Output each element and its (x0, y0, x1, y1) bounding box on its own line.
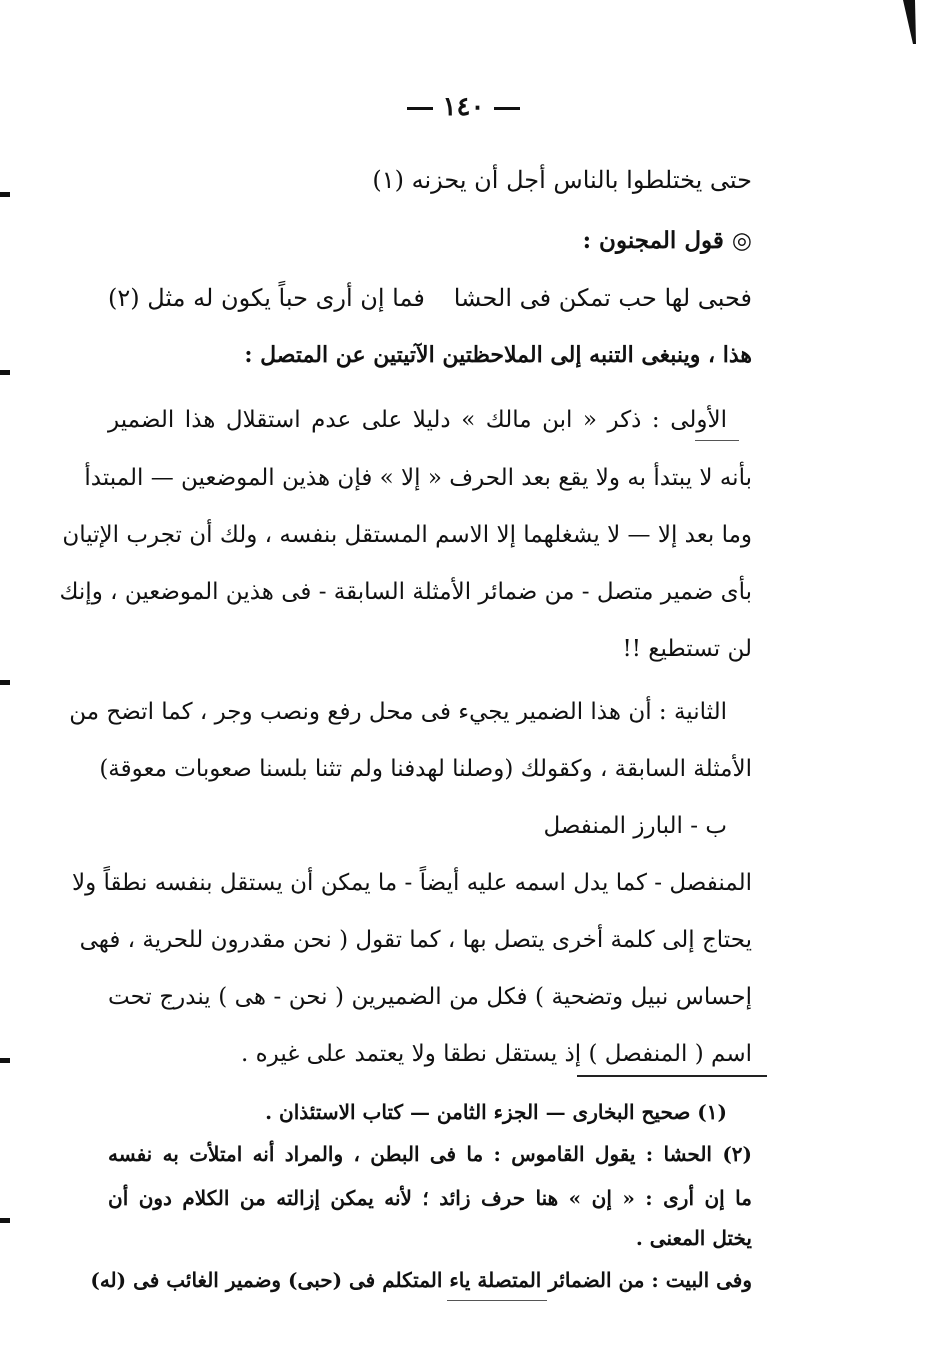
paragraph-line: بأنه لا يبتدأ به ولا يقع بعد الحرف « إلا » فإن هذين الموضعين — المبتدأ (84, 465, 752, 491)
paragraph-line: لن تستطيع !! (622, 636, 752, 662)
corner-mark-icon (901, 0, 917, 44)
verse-hemistich-first: فحبى لها حب تمكن فى الحشا (453, 284, 752, 312)
footnote-separator (577, 1075, 767, 1077)
paragraph-line: يحتاج إلى كلمة أخرى يتصل بها ، كما تقول ( نحن مقدرون للحرية ، فهى (79, 927, 752, 953)
paragraph-line: المنفصل - كما يدل اسمه عليه أيضاً - ما يمكن أن يستقل بنفسه نطقاً ولا (71, 870, 752, 896)
scan-edge-mark (0, 370, 10, 375)
paragraph-line: اسم ( المنفصل ) إذ يستقل نطقا ولا يعتمد على غيره . (241, 1041, 752, 1067)
scan-edge-mark (0, 1218, 10, 1223)
paragraph-line: الأمثلة السابقة ، وكقولك (وصلنا لهدفنا ولم تثنا بلسنا صعوبات معوقة) (99, 756, 752, 782)
underline-mark (695, 440, 739, 441)
footnote-2-line: يختل المعنى . (635, 1226, 752, 1250)
underline-mark (447, 1300, 547, 1301)
paragraph-line: وما بعد إلا — لا يشغلهما إلا الاسم المستقل بنفسه ، ولك أن تجرب الإتيان (62, 522, 752, 548)
paragraph-line: الأولى : ذكر « ابن مالك » دليلا على عدم استقلال هذا الضمير (108, 407, 727, 433)
verse-hemistich-second: فما إن أرى حباً يكون له مثل (٢) (108, 284, 425, 312)
heading-line: ◎ قول المجنون : (582, 227, 752, 254)
footnote-2-line: ما إن أرى : « إن » هنا حرف زائد ؛ لأنه يمكن إزالته من الكلام دون أن (108, 1186, 752, 1210)
text-line: هذا ، وينبغى التنبه إلى الملاحظتين الآتيتين عن المتصل : (244, 342, 752, 368)
text-line: حتى يختلطوا بالناس أجل أن يحزنه (١) (372, 166, 752, 194)
scan-edge-mark (0, 192, 10, 197)
footnote-2-line: (٢) الحشا : يقول القاموس : ما فى البطن ، والمراد أنه امتلأت به نفسه (108, 1142, 752, 1166)
paragraph-line: الثانية : أن هذا الضمير يجيء فى محل رفع ونصب وجر ، كما اتضح من (69, 699, 727, 725)
scan-edge-mark (0, 1058, 10, 1063)
scan-edge-mark (0, 680, 10, 685)
section-heading: ب - البارز المنفصل (543, 813, 727, 839)
page-number: ١٤٠ (0, 92, 927, 122)
footnote-1: (١) صحيح البخارى — الجزء الثامن — كتاب الاستئذان . (265, 1100, 727, 1124)
footnote-3: وفى البيت : من الضمائر المتصلة ياء المتكلم فى (حبى) وضمير الغائب فى (له) (90, 1268, 752, 1292)
paragraph-line: إحساس نبيل وتضحية ) فكل من الضميرين ( نحن - هى ) يندرج تحت (108, 984, 752, 1010)
paragraph-line: بأى ضمير متصل - من ضمائر الأمثلة السابقة - فى هذين الموضعين ، وإنك (59, 579, 752, 605)
